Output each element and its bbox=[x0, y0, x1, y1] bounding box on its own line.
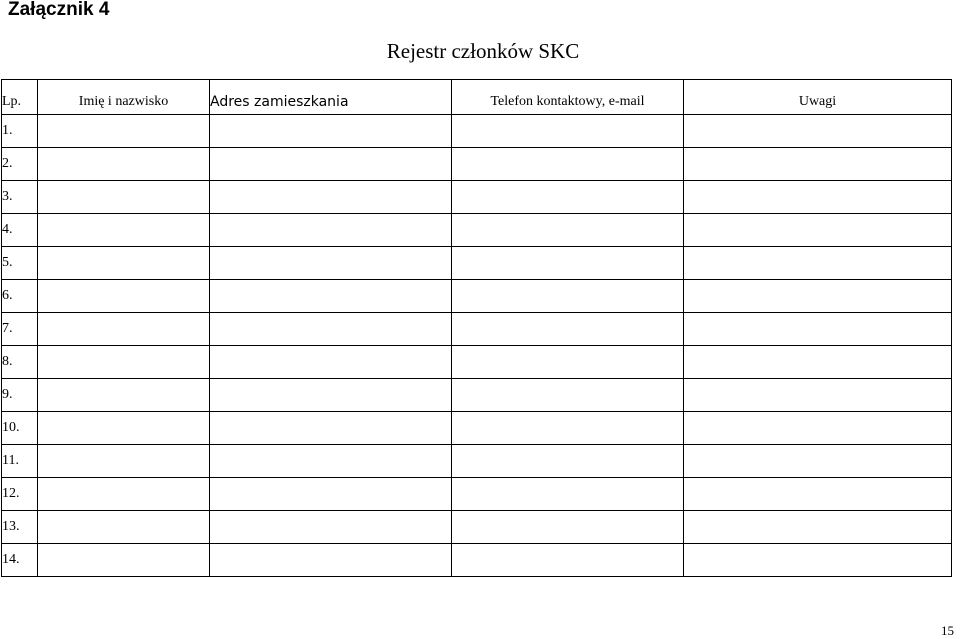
lp-cell: 3. bbox=[2, 181, 38, 214]
header-phone-email: Telefon kontaktowy, e-mail bbox=[452, 80, 684, 115]
notes-cell bbox=[684, 478, 952, 511]
phone-email-cell bbox=[452, 511, 684, 544]
address-cell bbox=[210, 247, 452, 280]
lp-cell: 12. bbox=[2, 478, 38, 511]
phone-email-cell bbox=[452, 445, 684, 478]
name-cell bbox=[38, 181, 210, 214]
notes-cell bbox=[684, 115, 952, 148]
table-row bbox=[2, 412, 952, 445]
table-row bbox=[2, 313, 952, 346]
name-cell bbox=[38, 412, 210, 445]
notes-cell bbox=[684, 412, 952, 445]
lp-cell: 1. bbox=[2, 115, 38, 148]
address-cell bbox=[210, 280, 452, 313]
name-cell bbox=[38, 511, 210, 544]
table-row bbox=[2, 280, 952, 313]
header-name: Imię i nazwisko bbox=[38, 80, 210, 115]
register-title: Rejestr członków SKC bbox=[386, 39, 580, 63]
address-cell bbox=[210, 379, 452, 412]
notes-cell bbox=[684, 247, 952, 280]
phone-email-cell bbox=[452, 181, 684, 214]
table-row bbox=[2, 478, 952, 511]
phone-email-cell bbox=[452, 214, 684, 247]
name-cell bbox=[38, 379, 210, 412]
address-cell bbox=[210, 214, 452, 247]
notes-cell bbox=[684, 511, 952, 544]
address-cell bbox=[210, 544, 452, 577]
register-table bbox=[1, 79, 952, 577]
lp-cell: 14. bbox=[2, 544, 38, 577]
phone-email-cell bbox=[452, 544, 684, 577]
address-cell bbox=[210, 445, 452, 478]
attachment-title: Załącznik 4 bbox=[8, 0, 110, 20]
address-cell bbox=[210, 511, 452, 544]
table-row bbox=[2, 346, 952, 379]
notes-cell bbox=[684, 544, 952, 577]
name-cell bbox=[38, 346, 210, 379]
notes-cell bbox=[684, 445, 952, 478]
table-row bbox=[2, 445, 952, 478]
lp-cell: 13. bbox=[2, 511, 38, 544]
name-cell bbox=[38, 247, 210, 280]
lp-cell: 5. bbox=[2, 247, 38, 280]
notes-cell bbox=[684, 346, 952, 379]
name-cell bbox=[38, 214, 210, 247]
header-lp: Lp. bbox=[2, 80, 38, 115]
phone-email-cell bbox=[452, 313, 684, 346]
phone-email-cell bbox=[452, 280, 684, 313]
phone-email-cell bbox=[452, 379, 684, 412]
table-row bbox=[2, 544, 952, 577]
lp-cell: 9. bbox=[2, 379, 38, 412]
lp-cell: 10. bbox=[2, 412, 38, 445]
lp-cell: 11. bbox=[2, 445, 38, 478]
name-cell bbox=[38, 445, 210, 478]
lp-cell: 6. bbox=[2, 280, 38, 313]
page-number: 15 bbox=[941, 623, 954, 638]
table-header-row bbox=[2, 80, 952, 115]
header-address: Adres zamieszkania bbox=[210, 80, 452, 115]
notes-cell bbox=[684, 379, 952, 412]
notes-cell bbox=[684, 280, 952, 313]
lp-cell: 2. bbox=[2, 148, 38, 181]
table-row bbox=[2, 379, 952, 412]
address-cell bbox=[210, 148, 452, 181]
notes-cell bbox=[684, 181, 952, 214]
name-cell bbox=[38, 280, 210, 313]
phone-email-cell bbox=[452, 247, 684, 280]
name-cell bbox=[38, 544, 210, 577]
name-cell bbox=[38, 478, 210, 511]
table-row bbox=[2, 148, 952, 181]
address-cell bbox=[210, 115, 452, 148]
phone-email-cell bbox=[452, 478, 684, 511]
address-cell bbox=[210, 412, 452, 445]
name-cell bbox=[38, 148, 210, 181]
lp-cell: 8. bbox=[2, 346, 38, 379]
phone-email-cell bbox=[452, 346, 684, 379]
table-row bbox=[2, 115, 952, 148]
table-row bbox=[2, 214, 952, 247]
notes-cell bbox=[684, 148, 952, 181]
address-cell bbox=[210, 346, 452, 379]
table-row bbox=[2, 247, 952, 280]
table-row bbox=[2, 181, 952, 214]
address-cell bbox=[210, 181, 452, 214]
name-cell bbox=[38, 115, 210, 148]
phone-email-cell bbox=[452, 115, 684, 148]
address-cell bbox=[210, 478, 452, 511]
notes-cell bbox=[684, 214, 952, 247]
phone-email-cell bbox=[452, 412, 684, 445]
lp-cell: 4. bbox=[2, 214, 38, 247]
notes-cell bbox=[684, 313, 952, 346]
table-row bbox=[2, 511, 952, 544]
register-body bbox=[2, 115, 952, 577]
phone-email-cell bbox=[452, 148, 684, 181]
name-cell bbox=[38, 313, 210, 346]
address-cell bbox=[210, 313, 452, 346]
header-notes: Uwagi bbox=[684, 80, 952, 115]
lp-cell: 7. bbox=[2, 313, 38, 346]
